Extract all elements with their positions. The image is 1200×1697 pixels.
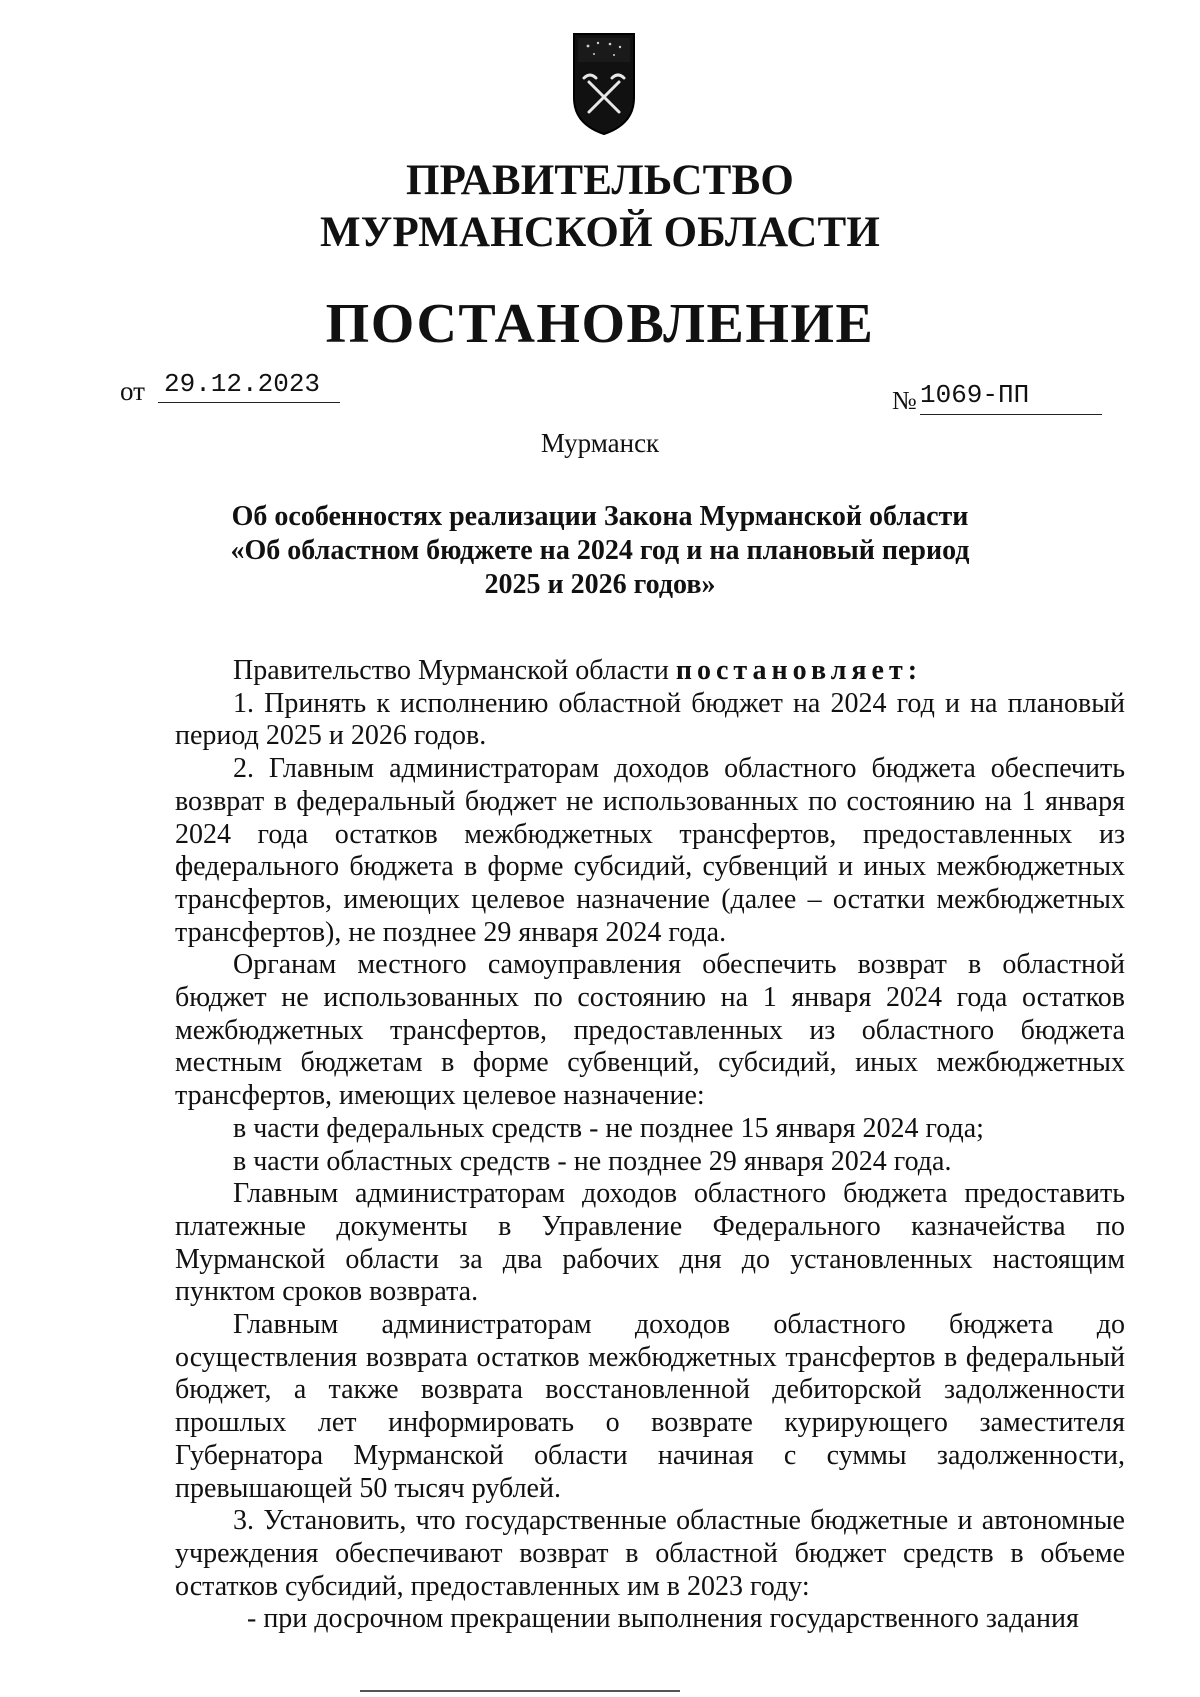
- paragraph-2: 2. Главным администраторам доходов областного бюджета обеспечить возврат в федеральный бюджет не использованных по состоянию на 1 января 2024 года остатков межбюджетных трансфертов, предоставленных из федерального бюджета в форме субсидий, субвенций и иных межбюджетных трансфертов, имеющих целевое назначение (далее – остатки межбюджетных трансфертов), не позднее 29 января 2024 года.: [175, 753, 1125, 948]
- city: Мурманск: [540, 428, 660, 458]
- document-type: ПОСТАНОВЛЕНИЕ: [325, 293, 875, 355]
- document-title: [180, 500, 1020, 602]
- paragraph-3: 3. Установить, что государственные областные бюджетные и автономные учреждения обеспечивают возврат в областной бюджет средств в объеме остатков субсидий, предоставленных им в 2023 году:: [175, 1505, 1125, 1602]
- org-name-line1: ПРАВИТЕЛЬСТВО: [405, 157, 795, 204]
- document-body: [175, 655, 1125, 1636]
- org-name-line2: МУРМАНСКОЙ ОБЛАСТИ: [319, 209, 881, 256]
- paragraph-2-payment-docs: Главным администраторам доходов областного бюджета предоставить платежные документы в Управление Федерального казначейства по Мурманской области за два рабочих дня до установленных настоящим пунктом сроков возврата.: [175, 1178, 1125, 1308]
- paragraph-3-item: - при досрочном прекращении выполнения государственного задания: [247, 1603, 1079, 1635]
- title-line3: 2025 и 2026 годов»: [484, 569, 716, 600]
- paragraph-1: 1. Принять к исполнению областной бюджет на 2024 год и на плановый период 2025 и 2026 годов.: [175, 687, 1125, 752]
- document-date: 29.12.2023: [158, 366, 340, 403]
- murmansk-coat-of-arms-icon: [572, 32, 636, 136]
- footer-divider: [360, 1690, 680, 1692]
- number-prefix: №: [892, 386, 917, 415]
- date-prefix: от: [120, 376, 145, 406]
- paragraph-2-local: Органам местного самоуправления обеспечить возврат в областной бюджет не использованных по состоянию на 1 января 2024 года остатков межбюджетных трансфертов, предоставленных из областного бюджета местным бюджетам в форме субвенций, субсидий, иных межбюджетных трансфертов, имеющих целевое назначение:: [175, 949, 1125, 1112]
- paragraph-2-inform: Главным администраторам доходов областного бюджета до осуществления возврата остатков межбюджетных трансфертов в федеральный бюджет, а также возврата восстановленной дебиторской задолженности прошлых лет информировать о возврате курирующего заместителя Губернатора Мурманской области начиная с суммы задолженности, превышающей 50 тысяч рублей.: [175, 1309, 1125, 1504]
- resolve-keyword: постановляет:: [675, 655, 923, 686]
- paragraph-2-federal-deadline: в части федеральных средств - не позднее 15 января 2024 года;: [233, 1112, 984, 1144]
- intro-paragraph: [175, 655, 1125, 688]
- intro-lead: Правительство Мурманской области: [233, 655, 676, 686]
- paragraph-2-regional-deadline: в части областных средств - не позднее 29 января 2024 года.: [233, 1145, 952, 1177]
- document-number: 1069-ПП: [920, 376, 1102, 415]
- title-line2: «Об областном бюджете на 2024 год и на плановый период: [230, 535, 970, 566]
- title-line1: Об особенностях реализации Закона Мурманской области: [231, 501, 969, 532]
